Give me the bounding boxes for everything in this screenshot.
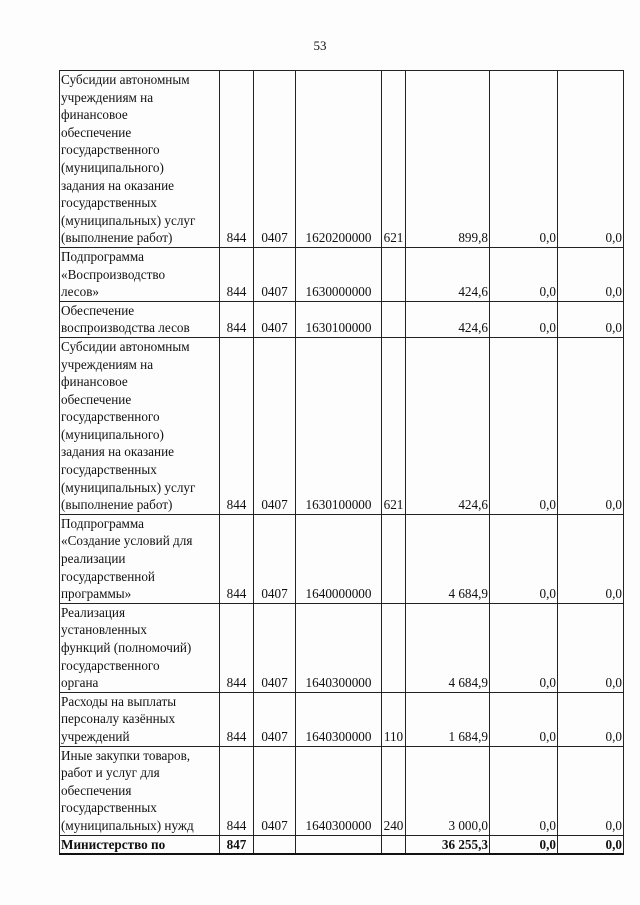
section-code-cell: 0407 [254, 603, 296, 692]
expense-type-cell: 110 [382, 692, 406, 746]
ministry-code-cell: 844 [220, 71, 254, 248]
amount-year2-cell: 0,0 [490, 746, 558, 835]
amount-year3-cell: 0,0 [558, 835, 624, 854]
ministry-code-cell: 844 [220, 692, 254, 746]
amount-year3-cell: 0,0 [558, 514, 624, 603]
section-code-cell: 0407 [254, 337, 296, 514]
target-article-cell: 1630100000 [296, 301, 382, 337]
expense-type-cell [382, 301, 406, 337]
amount-year1-cell: 424,6 [406, 247, 490, 301]
target-article-cell: 1640300000 [296, 603, 382, 692]
ministry-code-cell: 847 [220, 835, 254, 854]
amount-year1-cell: 1 684,9 [406, 692, 490, 746]
budget-table [59, 70, 624, 855]
amount-year2-cell: 0,0 [490, 247, 558, 301]
section-code-cell: 0407 [254, 692, 296, 746]
amount-year1-cell: 899,8 [406, 71, 490, 248]
amount-year2-cell: 0,0 [490, 301, 558, 337]
target-article-cell: 1630100000 [296, 337, 382, 514]
table-row [60, 301, 624, 337]
expense-type-cell [382, 514, 406, 603]
section-code-cell: 0407 [254, 71, 296, 248]
section-code-cell: 0407 [254, 301, 296, 337]
table-body [60, 71, 624, 855]
expense-name-cell: Подпрограмма «Воспроизводство лесов» [60, 247, 220, 301]
target-article-cell [296, 835, 382, 854]
ministry-code-cell: 844 [220, 746, 254, 835]
amount-year3-cell: 0,0 [558, 301, 624, 337]
amount-year2-cell: 0,0 [490, 337, 558, 514]
amount-year1-cell: 424,6 [406, 337, 490, 514]
expense-name-cell: Обеспечение воспроизводства лесов [60, 301, 220, 337]
ministry-code-cell: 844 [220, 301, 254, 337]
expense-type-cell [382, 247, 406, 301]
expense-type-cell: 621 [382, 71, 406, 248]
table-row [60, 71, 624, 248]
target-article-cell: 1640300000 [296, 746, 382, 835]
table-row [60, 514, 624, 603]
amount-year3-cell: 0,0 [558, 603, 624, 692]
amount-year1-cell: 3 000,0 [406, 746, 490, 835]
target-article-cell: 1640300000 [296, 692, 382, 746]
amount-year3-cell: 0,0 [558, 71, 624, 248]
expense-type-cell: 240 [382, 746, 406, 835]
amount-year3-cell: 0,0 [558, 692, 624, 746]
amount-year1-cell: 4 684,9 [406, 514, 490, 603]
expense-name-cell: Министерство по [60, 835, 220, 854]
amount-year3-cell: 0,0 [558, 746, 624, 835]
table-row [60, 692, 624, 746]
amount-year1-cell: 4 684,9 [406, 603, 490, 692]
amount-year2-cell: 0,0 [490, 692, 558, 746]
target-article-cell: 1640000000 [296, 514, 382, 603]
section-code-cell: 0407 [254, 746, 296, 835]
page-number: 53 [313, 38, 327, 53]
table-row [60, 746, 624, 835]
amount-year2-cell: 0,0 [490, 514, 558, 603]
amount-year2-cell: 0,0 [490, 603, 558, 692]
expense-type-cell [382, 835, 406, 854]
expense-name-cell: Расходы на выплаты персоналу казённых учреждений [60, 692, 220, 746]
target-article-cell: 1630000000 [296, 247, 382, 301]
amount-year2-cell: 0,0 [490, 835, 558, 854]
ministry-code-cell: 844 [220, 337, 254, 514]
amount-year1-cell: 424,6 [406, 301, 490, 337]
expense-name-cell: Субсидии автономным учреждениям на финансовое обеспечение государственного (муниципального) задания на оказание государственных (муниципальных) услуг (выполнение работ) [60, 71, 220, 248]
section-code-cell [254, 835, 296, 854]
ministry-code-cell: 844 [220, 514, 254, 603]
expense-name-cell: Реализация установленных функций (полномочий) государственного органа [60, 603, 220, 692]
expense-type-cell [382, 603, 406, 692]
expense-name-cell: Подпрограмма «Создание условий для реализации государственной программы» [60, 514, 220, 603]
ministry-code-cell: 844 [220, 247, 254, 301]
expense-type-cell: 621 [382, 337, 406, 514]
ministry-code-cell: 844 [220, 603, 254, 692]
section-code-cell: 0407 [254, 514, 296, 603]
table-row [60, 247, 624, 301]
table-total-row [60, 835, 624, 854]
amount-year1-cell: 36 255,3 [406, 835, 490, 854]
table-row [60, 603, 624, 692]
section-code-cell: 0407 [254, 247, 296, 301]
expense-name-cell: Субсидии автономным учреждениям на финансовое обеспечение государственного (муниципального) задания на оказание государственных (муниципальных) услуг (выполнение работ) [60, 337, 220, 514]
target-article-cell: 1620200000 [296, 71, 382, 248]
table-row [60, 337, 624, 514]
amount-year3-cell: 0,0 [558, 337, 624, 514]
amount-year2-cell: 0,0 [490, 71, 558, 248]
amount-year3-cell: 0,0 [558, 247, 624, 301]
expense-name-cell: Иные закупки товаров, работ и услуг для обеспечения государственных (муниципальных) нужд [60, 746, 220, 835]
